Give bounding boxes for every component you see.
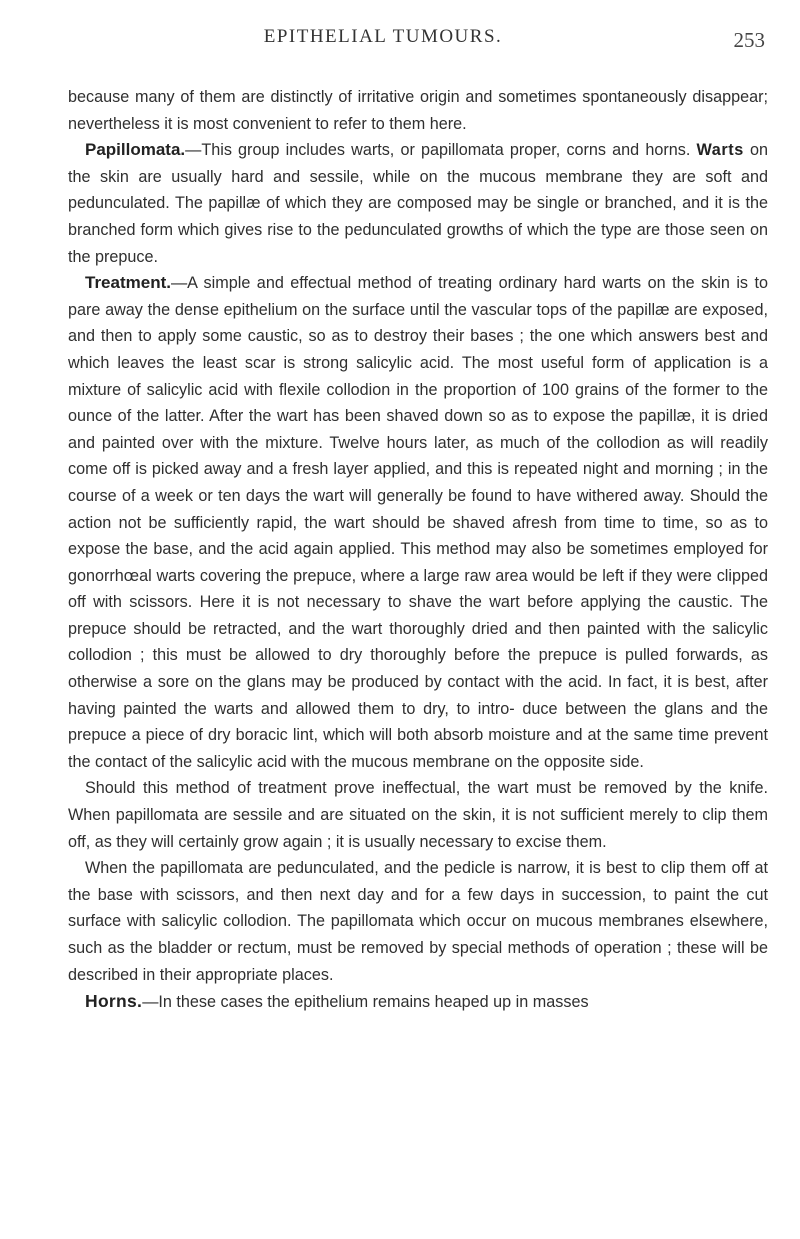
- body-text: [68, 84, 768, 1016]
- paragraph-text: on the skin are usually hard and sessile, while on the mucous membrane they are soft and pedunculated. The papillæ of which they are composed may be single or branched, and it is the branched form which gives rise to the pedunculated growths of which the type are those seen on the prepuce.: [68, 141, 769, 266]
- paragraph-text: —This group includes warts, or papillomata proper, corns and horns.: [185, 141, 691, 160]
- term-warts: Warts: [696, 141, 744, 160]
- running-head: [68, 26, 768, 56]
- section-heading-treatment: Treatment.: [85, 273, 171, 293]
- paragraph-text: —In these cases the epithelium remains heaped up in masses: [142, 993, 589, 1012]
- paragraph-pedunculated: When the papillomata are pedunculated, and the pedicle is narrow, it is best to clip them off at the base with scissors, and then next day and for a few days in succession, to paint the cut surface with salicylic collodion. The papillomata which occur on mucous membranes elsewhere, such as the bladder or rectum, must be removed by special methods of operation ; these will be described in their appropriate places.: [68, 859, 768, 984]
- paragraph-knife-removal: Should this method of treatment prove ineffectual, the wart must be removed by the knife. When papillomata are sessile and are situated on the skin, it is not sufficient merely to clip them off, as they will certainly grow again ; it is usually necessary to excise them.: [68, 779, 768, 851]
- paragraph-papillomata: [68, 137, 768, 270]
- paragraph-horns: [68, 988, 768, 1016]
- running-title: EPITHELIAL TUMOURS.: [263, 26, 503, 47]
- page-number: 253: [733, 28, 765, 52]
- paragraph-text: —A simple and effectual method of treating ordinary hard warts on the skin is to pare away the dense epithelium on the surface until the vascular tops of the papillæ are exposed, and then to apply some caustic, so as to destroy their bases ; the one which answers best and which leaves the least scar is strong salicylic acid. The most useful form of application is a mixture of salicylic acid with flexile collodion in the proportion of 100 grains of the former to the ounce of the latter. After the wart has been shaved down so as to expose the papillæ, it is dried and painted over with the mixture. Twelve hours later, as much of the collodion as will readily come off is picked away and a fresh layer applied, and this is repeated night and morning ; in the course of a week or ten days the wart will generally be found to have withered away. Should the action not be sufficiently rapid, the wart should be shaved afresh from time to time, so as to expose the base, and the acid again applied. This method may also be sometimes employed for gonorrhœal warts covering the prepuce, where a large raw area would be left if they were clipped off with scissors. Here it is not necessary to shave the wart before applying the caustic. The prepuce should be retracted, and the wart thoroughly dried and then painted with the salicylic collodion ; this must be allowed to dry thoroughly before the prepuce is pulled forwards, as otherwise a sore on the glans may be produced by contact with the acid. In fact, it is best, after having painted the warts and allowed them to dry, to intro- duce between the glans and the prepuce a piece of dry boracic lint, which will both absorb moisture and at the same time prevent the contact of the salicylic acid with the mucous membrane on the opposite side.: [68, 274, 768, 771]
- paragraph-continuation: because many of them are distinctly of irritative origin and sometimes spontaneously disappear; nevertheless it is most convenient to refer to them here.: [68, 88, 768, 133]
- paragraph-treatment: [68, 270, 768, 775]
- section-heading-horns: Horns.: [85, 991, 143, 1012]
- section-heading-papillomata: Papillomata.: [85, 140, 186, 160]
